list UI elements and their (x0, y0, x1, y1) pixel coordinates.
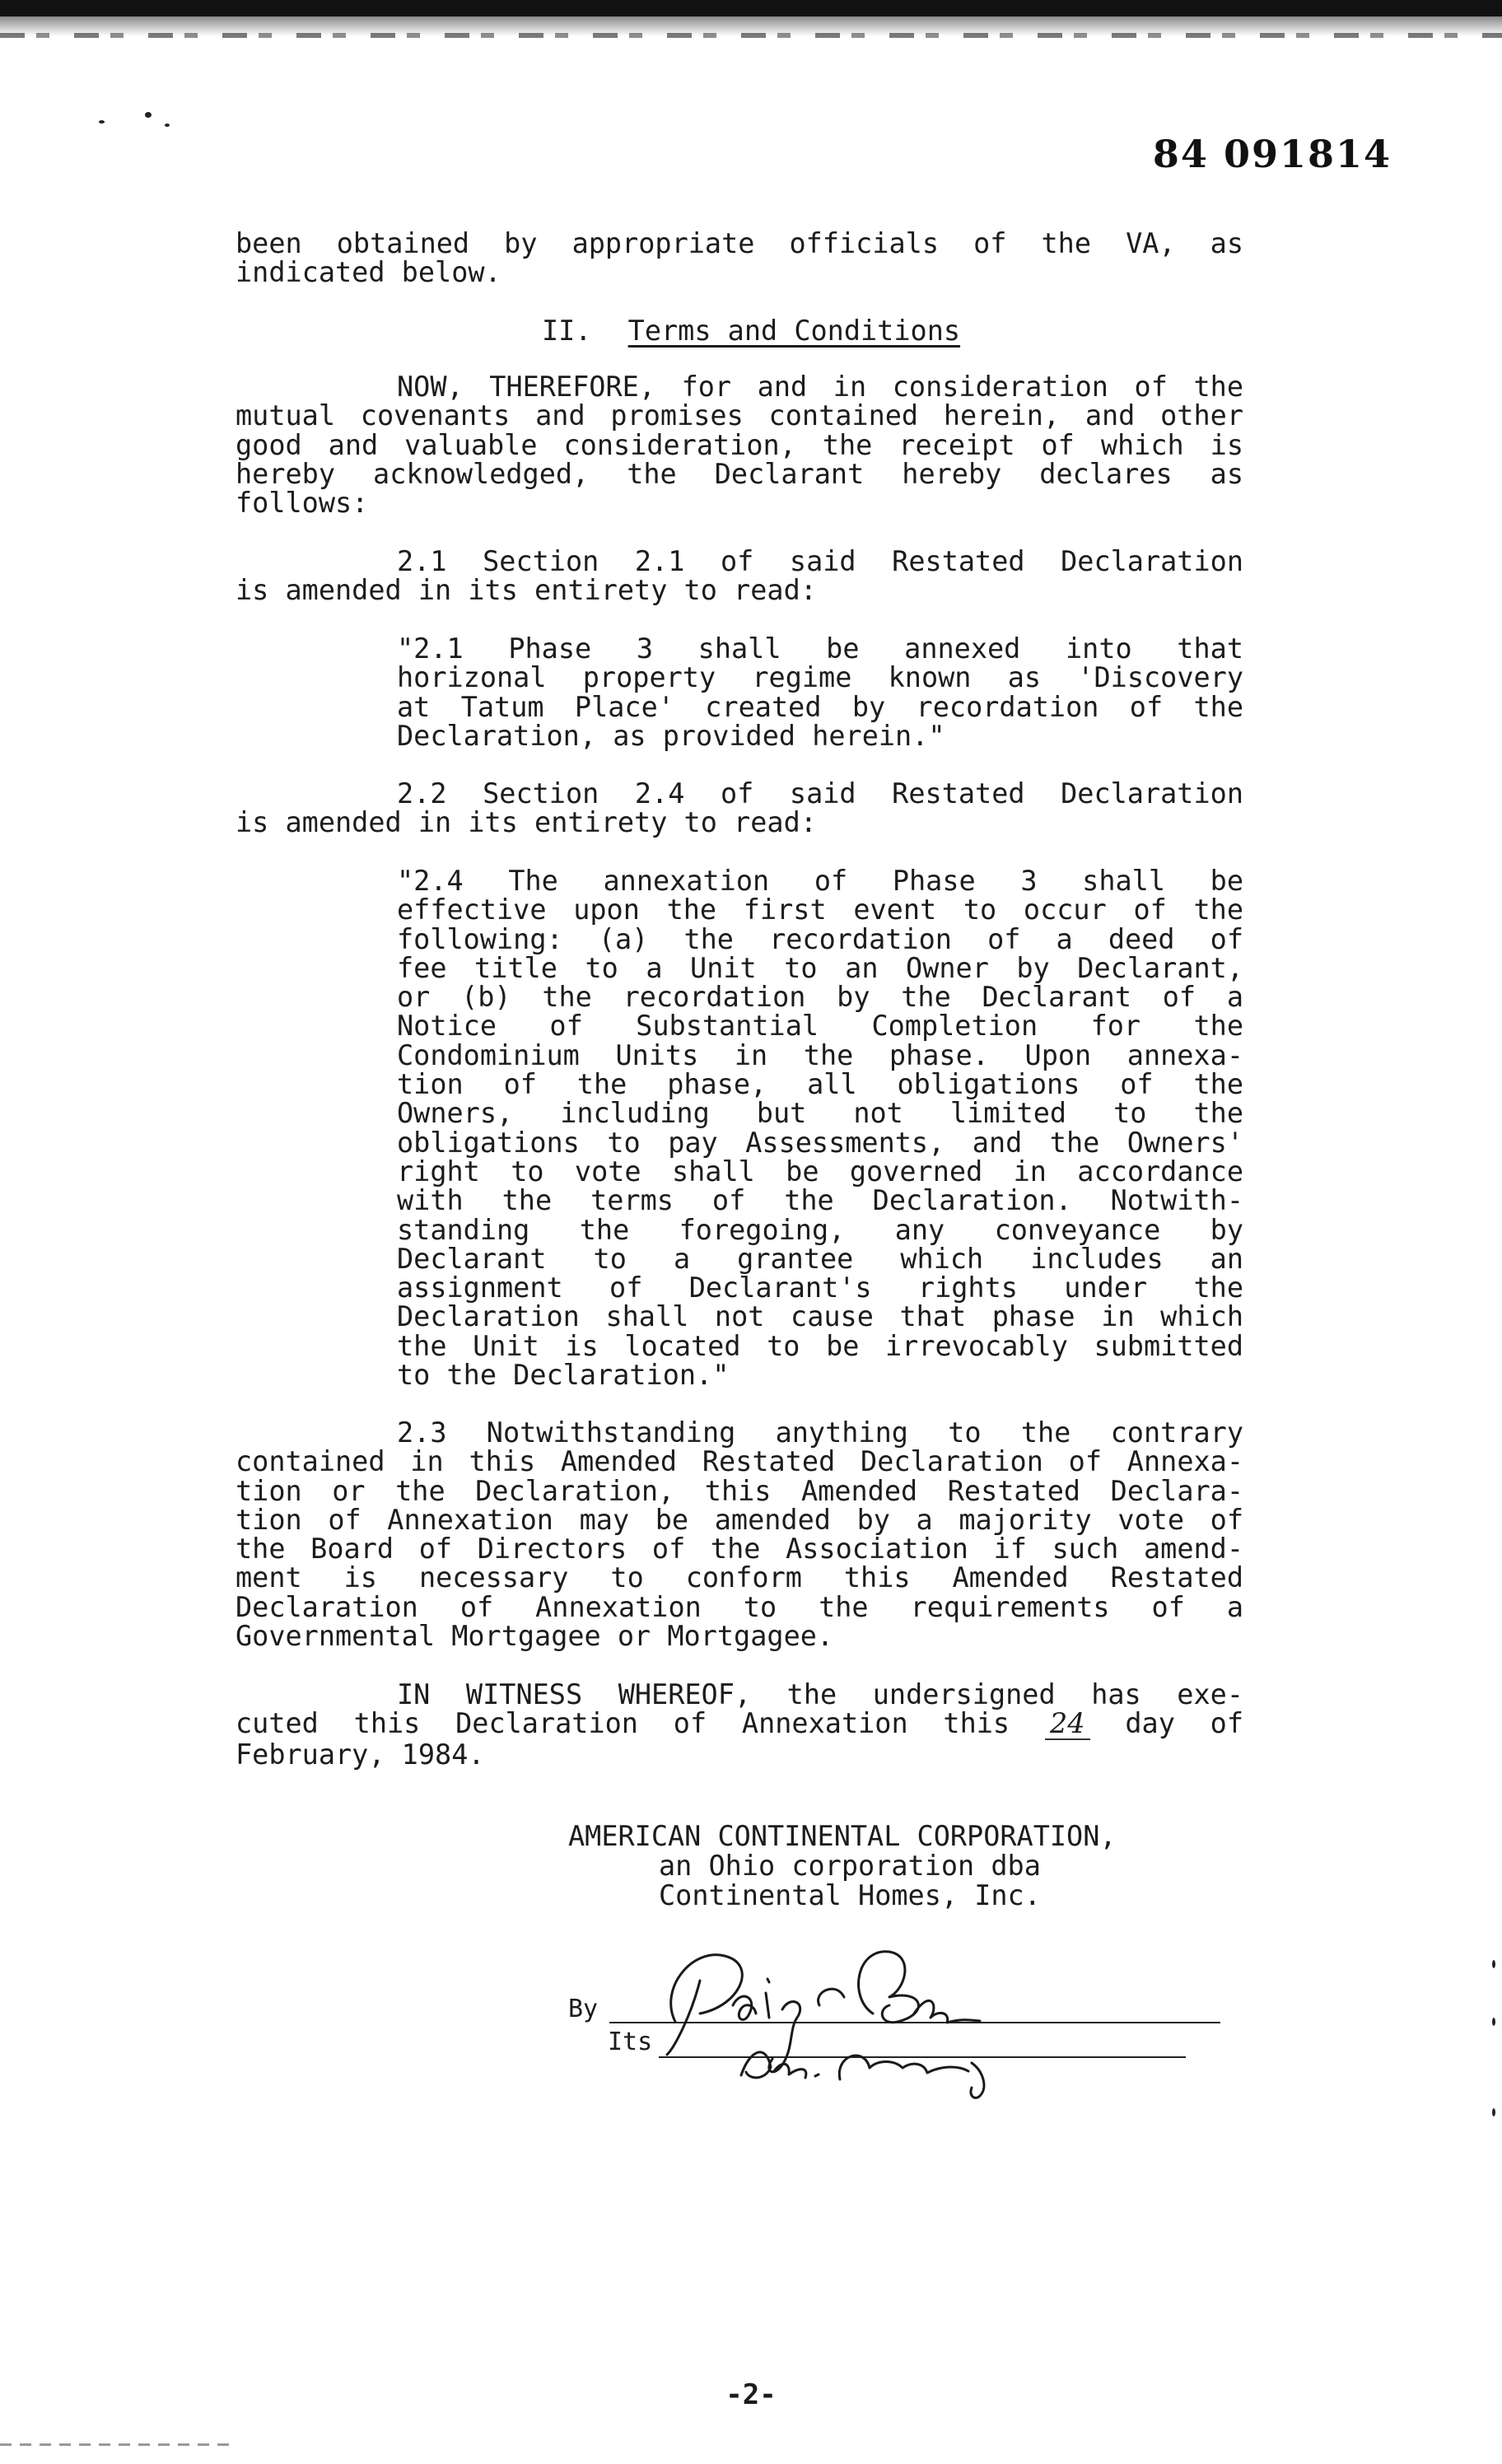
text-line (236, 1709, 1243, 1739)
text-line: following: (a) the recordation of a deed of (397, 922, 1243, 955)
text-line: Declaration of Annexation to the requirements of a (236, 1590, 1243, 1623)
section-heading (0, 315, 1502, 347)
section-2-1-intro (236, 547, 1243, 605)
witness-paragraph (236, 1680, 1243, 1769)
section-heading-number: II. (541, 315, 592, 347)
text-line: "2.4 The annexation of Phase 3 shall be (397, 865, 1243, 897)
text-line: effective upon the first event to occur of the (397, 894, 1243, 926)
corporation-line: an Ohio corporation dba (659, 1850, 1041, 1882)
by-label: By (568, 1995, 599, 2023)
text-line: 2.2 Section 2.4 of said Restated Declaration (397, 777, 1243, 810)
text-line: at Tatum Place' created by recordation of the (397, 690, 1243, 723)
text-line: horizonal property regime known as 'Discovery (397, 661, 1243, 694)
text-line: hereby acknowledged, the Declarant hereby declares as (236, 457, 1243, 490)
text-line: Declaration, as provided herein." (397, 719, 945, 752)
text-line: is amended in its entirety to read: (236, 574, 817, 607)
text-line: is amended in its entirety to read: (236, 806, 817, 839)
scan-bottom-artifact (0, 2443, 231, 2446)
text-line: IN WITNESS WHEREOF, the undersigned has exe- (397, 1678, 1243, 1710)
text-line: right to vote shall be governed in accordance (397, 1155, 1243, 1188)
text-line: tion of Annexation may be amended by a majority vote of (236, 1503, 1243, 1536)
text-line: or (b) the recordation by the Declarant of a (397, 981, 1243, 1014)
page-number: -2- (725, 2378, 777, 2411)
scan-speck (145, 112, 152, 118)
scan-speck (1492, 1960, 1495, 1968)
document-number: 84 091814 (1152, 132, 1392, 176)
scan-top-artifact (0, 33, 1502, 38)
text-line: the Unit is located to be irrevocably submitted (397, 1329, 1243, 1362)
text-line: standing the foregoing, any conveyance by (397, 1213, 1243, 1246)
text-line: assignment of Declarant's rights under the (397, 1272, 1243, 1304)
scan-top-border (0, 0, 1502, 16)
corporation-name: AMERICAN CONTINENTAL CORPORATION, (568, 1820, 1117, 1852)
handwritten-day: 24 (1045, 1709, 1090, 1739)
preamble-paragraph (236, 371, 1243, 520)
corporation-block (568, 1822, 1117, 1911)
its-label: Its (608, 2028, 653, 2056)
witness-text: day of (1125, 1707, 1244, 1740)
text-line: NOW, THEREFORE, for and in consideration of the (397, 371, 1243, 403)
text-line: Governmental Mortgagee or Mortgagee. (236, 1620, 834, 1653)
section-2-4-quote (397, 865, 1243, 1392)
text-line: "2.1 Phase 3 shall be annexed into that (397, 632, 1243, 665)
text-line: Notice of Substantial Completion for the (397, 1010, 1243, 1043)
text-line: Owners, including but not limited to the (397, 1097, 1243, 1130)
section-2-1-quote (397, 634, 1243, 750)
text-line: good and valuable consideration, the receipt of which is (236, 428, 1243, 461)
text-line: 2.3 Notwithstanding anything to the contrary (397, 1416, 1243, 1449)
section-2-2-intro (236, 779, 1243, 838)
text-line: February, 1984. (236, 1738, 485, 1771)
scan-speck (165, 124, 170, 127)
text-line: obligations to pay Assessments, and the Owners' (397, 1126, 1243, 1159)
section-heading-title: Terms and Conditions (627, 315, 961, 347)
text-line: to the Declaration." (397, 1359, 730, 1392)
scan-speck (99, 120, 105, 124)
text-line: Declaration shall not cause that phase in which (397, 1300, 1243, 1333)
text-line: Condominium Units in the phase. Upon annexa- (397, 1038, 1243, 1071)
text-line: tion of the phase, all obligations of the (397, 1068, 1243, 1101)
text-line: Declarant to a grantee which includes an (397, 1242, 1243, 1275)
scan-speck (1492, 2108, 1495, 2116)
text-line: 2.1 Section 2.1 of said Restated Declaration (397, 545, 1243, 577)
intro-paragraph (236, 229, 1243, 287)
corporation-line: Continental Homes, Inc. (659, 1879, 1041, 1911)
text-line: fee title to a Unit to an Owner by Declarant, (397, 951, 1243, 984)
witness-text: cuted this Declaration of Annexation this (236, 1707, 1010, 1740)
text-line: been obtained by appropriate officials of the VA, as (236, 227, 1243, 259)
handwritten-signature (642, 1931, 1087, 2112)
text-line: ment is necessary to conform this Amended Restated (236, 1561, 1243, 1594)
text-line: indicated below. (236, 256, 501, 289)
text-line: the Board of Directors of the Association if such amend- (236, 1533, 1243, 1566)
text-line: follows: (236, 487, 369, 520)
text-line: mutual covenants and promises contained herein, and other (236, 399, 1243, 432)
text-line: with the terms of the Declaration. Notwith- (397, 1184, 1243, 1217)
scan-speck (1492, 2018, 1495, 2026)
section-2-3-paragraph (236, 1416, 1243, 1653)
text-line: tion or the Declaration, this Amended Restated Declara- (236, 1474, 1243, 1507)
text-line: contained in this Amended Restated Declaration of Annexa- (236, 1445, 1243, 1478)
